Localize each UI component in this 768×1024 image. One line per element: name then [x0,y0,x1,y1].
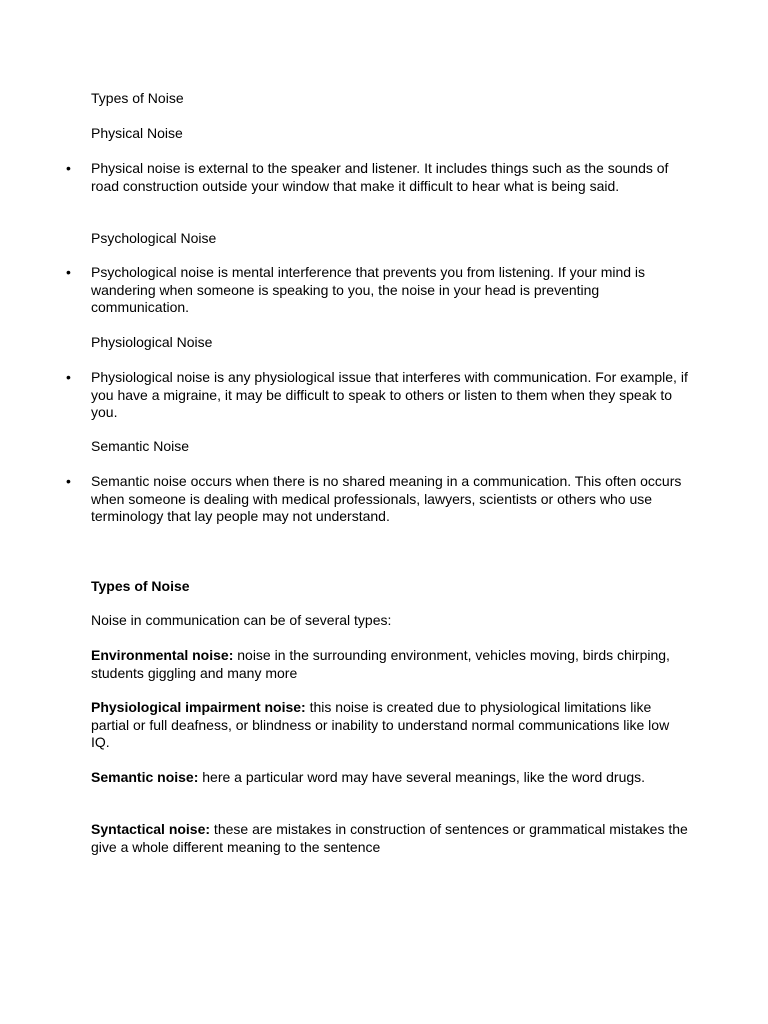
definition-physiological-impairment-noise [91,699,691,752]
definition-term: Semantic noise: [91,769,199,785]
bullet-marker: • [66,369,71,385]
bullet-physical-noise [66,160,691,195]
bullet-semantic-noise [66,473,691,526]
definition-desc: here a particular word may have several meanings, like the word drugs. [198,769,646,785]
heading-psychological-noise: Psychological Noise [91,230,217,246]
bullet-text: Physiological noise is any physiological issue that interferes with communication. For example, if you have a migraine, it may be difficult to speak to others or listen to them when they speak to you. [91,369,688,420]
bullet-marker: • [66,473,71,489]
heading-physical-noise: Physical Noise [91,125,183,141]
bullet-psychological-noise [66,264,691,317]
bullet-text: Psychological noise is mental interference that prevents you from listening. If your mind is wandering when someone is speaking to you, the noise in your head is preventing communication. [91,264,646,315]
bullet-text: Physical noise is external to the speaker and listener. It includes things such as the sounds of road construction outside your window that make it difficult to hear what is being said. [91,160,669,194]
definition-semantic-noise [91,769,691,787]
bullet-marker: • [66,160,71,176]
section2-title: Types of Noise [91,578,190,594]
section1-title: Types of Noise [91,90,184,106]
definition-term: Environmental noise: [91,647,234,663]
definition-desc: noise in the surrounding environment, vehicles moving, birds chirping, students giggling and many more [91,647,670,681]
definition-term: Syntactical noise: [91,821,211,837]
definition-term: Physiological impairment noise: [91,699,306,715]
definition-environmental-noise [91,647,691,682]
definition-desc: this noise is created due to physiological limitations like partial or full deafness, or blindness or inability to understand normal communications like low IQ. [91,699,670,750]
heading-semantic-noise: Semantic Noise [91,438,190,454]
heading-physiological-noise: Physiological Noise [91,334,213,350]
bullet-physiological-noise [66,369,691,422]
definition-desc: these are mistakes in construction of sentences or grammatical mistakes the give a whole different meaning to the sentence [91,821,688,855]
bullet-text: Semantic noise occurs when there is no shared meaning in a communication. This often occurs when someone is dealing with medical professionals, lawyers, scientists or others who use terminology that lay people may not understand. [91,473,682,524]
section2-intro: Noise in communication can be of several types: [91,612,392,628]
definition-syntactical-noise [91,821,691,856]
bullet-marker: • [66,264,71,280]
